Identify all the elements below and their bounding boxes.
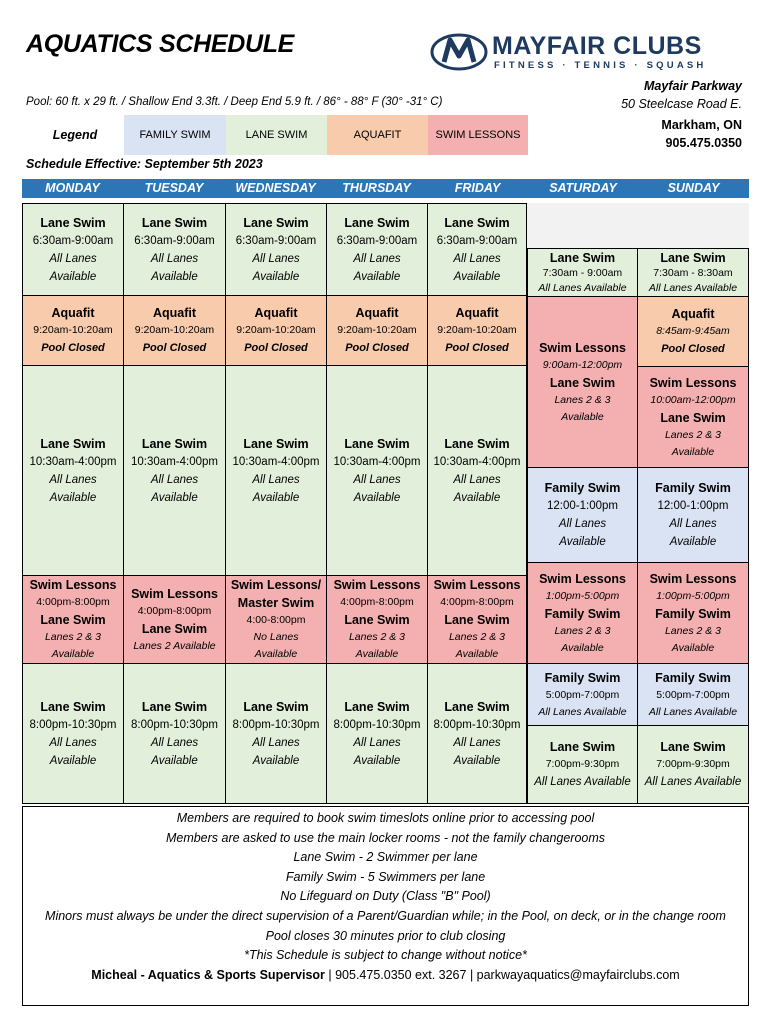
slot-wed-lessons: Swim Lessons/ Master Swim 4:00-8:00pm No Lanes Available [225, 575, 327, 664]
legend [26, 115, 528, 155]
note-line: Lane Swim - 2 Swimmer per lane [293, 850, 478, 865]
note-line: Minors must always be under the direct supervision of a Parent/Guardian while; in the Pool, on deck, or in the change room [45, 908, 726, 923]
day-header-thursday: THURSDAY [342, 181, 411, 195]
note-line: Members are asked to use the main locker rooms - not the family changerooms [165, 830, 606, 845]
slot-sat-family-pm: Family Swim 5:00pm-7:00pm All Lanes Available [527, 663, 638, 726]
slot-tue-lane-early: Lane Swim 6:30am-9:00am All Lanes Available [123, 203, 226, 296]
day-header-wednesday: WEDNESDAY [235, 181, 316, 195]
address-phone: 905.475.0350 [665, 135, 742, 150]
legend-family-swim: FAMILY SWIM [124, 115, 226, 155]
slot-sun-lane-pm: Lane Swim 7:00pm-9:30pm All Lanes Available [637, 725, 749, 804]
pool-info: Pool: 60 ft. x 29 ft. / Shallow End 3.3ft. / Deep End 5.9 ft. / 86° - 88° F (30° -31° C) [26, 96, 443, 108]
slot-tue-lane-evening: Lane Swim 8:00pm-10:30pm All Lanes Available [123, 663, 226, 804]
slot-wed-lane-evening: Lane Swim 8:00pm-10:30pm All Lanes Available [225, 663, 327, 804]
legend-lane-swim: LANE SWIM [226, 115, 327, 155]
slot-mon-lane-early: Lane Swim 6:30am-9:00am All Lanes Available [22, 203, 124, 296]
brand-tagline: FITNESS · TENNIS · SQUASH [494, 60, 707, 71]
slot-mon-lessons: Swim Lessons 4:00pm-8:00pm Lane Swim Lanes 2 & 3 Available [22, 575, 124, 664]
address-city: Markham, ON [661, 118, 742, 132]
slot-fri-lessons: Swim Lessons 4:00pm-8:00pm Lane Swim Lanes 2 & 3 Available [427, 575, 527, 664]
day-header-saturday: SATURDAY [549, 181, 617, 195]
schedule-effective: Schedule Effective: September 5th 2023 [26, 157, 263, 171]
address-location: Mayfair Parkway [644, 79, 742, 93]
page-title: AQUATICS SCHEDULE [26, 30, 295, 58]
slot-sat-lane-pm: Lane Swim 7:00pm-9:30pm All Lanes Available [527, 725, 638, 804]
slot-tue-lane-mid: Lane Swim 10:30am-4:00pm All Lanes Available [123, 365, 226, 576]
slot-mon-aquafit: Aquafit 9:20am-10:20am Pool Closed [22, 295, 124, 366]
supervisor-name: Micheal - Aquatics & Sports Supervisor [91, 967, 325, 982]
mayfair-logo [430, 28, 730, 76]
mayfair-m-icon [430, 28, 490, 76]
note-line: No Lifeguard on Duty (Class "B" Pool) [280, 889, 491, 904]
weekend-empty-slot [527, 203, 749, 249]
slot-sun-family-pm: Family Swim 5:00pm-7:00pm All Lanes Available [637, 663, 749, 726]
slot-sun-lessons-pm: Swim Lessons 1:00pm-5:00pm Family Swim Lanes 2 & 3 Available [637, 562, 749, 664]
slot-sun-lessons-am: Swim Lessons 10:00am-12:00pm Lane Swim Lanes 2 & 3 Available [637, 366, 749, 468]
note-line: *This Schedule is subject to change without notice* [244, 948, 527, 963]
slot-thu-lessons: Swim Lessons 4:00pm-8:00pm Lane Swim Lanes 2 & 3 Available [326, 575, 428, 664]
slot-fri-lane-mid: Lane Swim 10:30am-4:00pm All Lanes Available [427, 365, 527, 576]
note-line: Pool closes 30 minutes prior to club closing [265, 928, 506, 943]
brand-name: MAYFAIR CLUBS [492, 32, 702, 60]
legend-swim-lessons: SWIM LESSONS [428, 115, 528, 155]
slot-thu-lane-early: Lane Swim 6:30am-9:00am All Lanes Available [326, 203, 428, 296]
slot-wed-lane-mid: Lane Swim 10:30am-4:00pm All Lanes Available [225, 365, 327, 576]
address-street: 50 Steelcase Road E. [621, 96, 742, 111]
slot-wed-aquafit: Aquafit 9:20am-10:20am Pool Closed [225, 295, 327, 366]
pool-rules-notes [22, 806, 749, 1006]
day-header-friday: FRIDAY [454, 181, 501, 195]
slot-mon-lane-evening: Lane Swim 8:00pm-10:30pm All Lanes Available [22, 663, 124, 804]
slot-wed-lane-early: Lane Swim 6:30am-9:00am All Lanes Available [225, 203, 327, 296]
slot-mon-lane-mid: Lane Swim 10:30am-4:00pm All Lanes Available [22, 365, 124, 576]
slot-fri-lane-early: Lane Swim 6:30am-9:00am All Lanes Available [427, 203, 527, 296]
slot-sat-lane-am: Lane Swim 7:30am - 9:00am All Lanes Available [527, 248, 638, 297]
day-header-sunday: SUNDAY [667, 181, 720, 195]
slot-sat-lessons-pm: Swim Lessons 1:00pm-5:00pm Family Swim Lanes 2 & 3 Available [527, 562, 638, 664]
legend-label: Legend [52, 128, 98, 142]
supervisor-contact [23, 966, 748, 986]
day-header-row [22, 179, 749, 198]
slot-sun-lane-am: Lane Swim 7:30am - 8:30am All Lanes Available [637, 248, 749, 297]
note-line: Family Swim - 5 Swimmers per lane [285, 869, 486, 884]
slot-thu-lane-evening: Lane Swim 8:00pm-10:30pm All Lanes Available [326, 663, 428, 804]
slot-thu-aquafit: Aquafit 9:20am-10:20am Pool Closed [326, 295, 428, 366]
supervisor-details: | 905.475.0350 ext. 3267 | parkwayaquatics@mayfairclubs.com [324, 967, 680, 982]
slot-sun-family-noon: Family Swim 12:00-1:00pm All Lanes Available [637, 467, 749, 563]
slot-sun-aquafit: Aquafit 8:45am-9:45am Pool Closed [637, 296, 749, 367]
slot-tue-lessons: Swim Lessons 4:00pm-8:00pm Lane Swim Lanes 2 Available [123, 575, 226, 664]
slot-tue-aquafit: Aquafit 9:20am-10:20am Pool Closed [123, 295, 226, 366]
club-address [621, 78, 742, 152]
slot-fri-lane-evening: Lane Swim 8:00pm-10:30pm All Lanes Available [427, 663, 527, 804]
note-line: Members are required to book swim timeslots online prior to accessing pool [176, 811, 595, 825]
day-header-tuesday: TUESDAY [144, 181, 204, 195]
slot-sat-lessons-am: Swim Lessons 9:00am-12:00pm Lane Swim Lanes 2 & 3 Available [527, 296, 638, 468]
legend-aquafit: AQUAFIT [327, 115, 428, 155]
slot-sat-family-noon: Family Swim 12:00-1:00pm All Lanes Available [527, 467, 638, 563]
day-header-monday: MONDAY [45, 181, 100, 195]
slot-fri-aquafit: Aquafit 9:20am-10:20am Pool Closed [427, 295, 527, 366]
slot-thu-lane-mid: Lane Swim 10:30am-4:00pm All Lanes Available [326, 365, 428, 576]
